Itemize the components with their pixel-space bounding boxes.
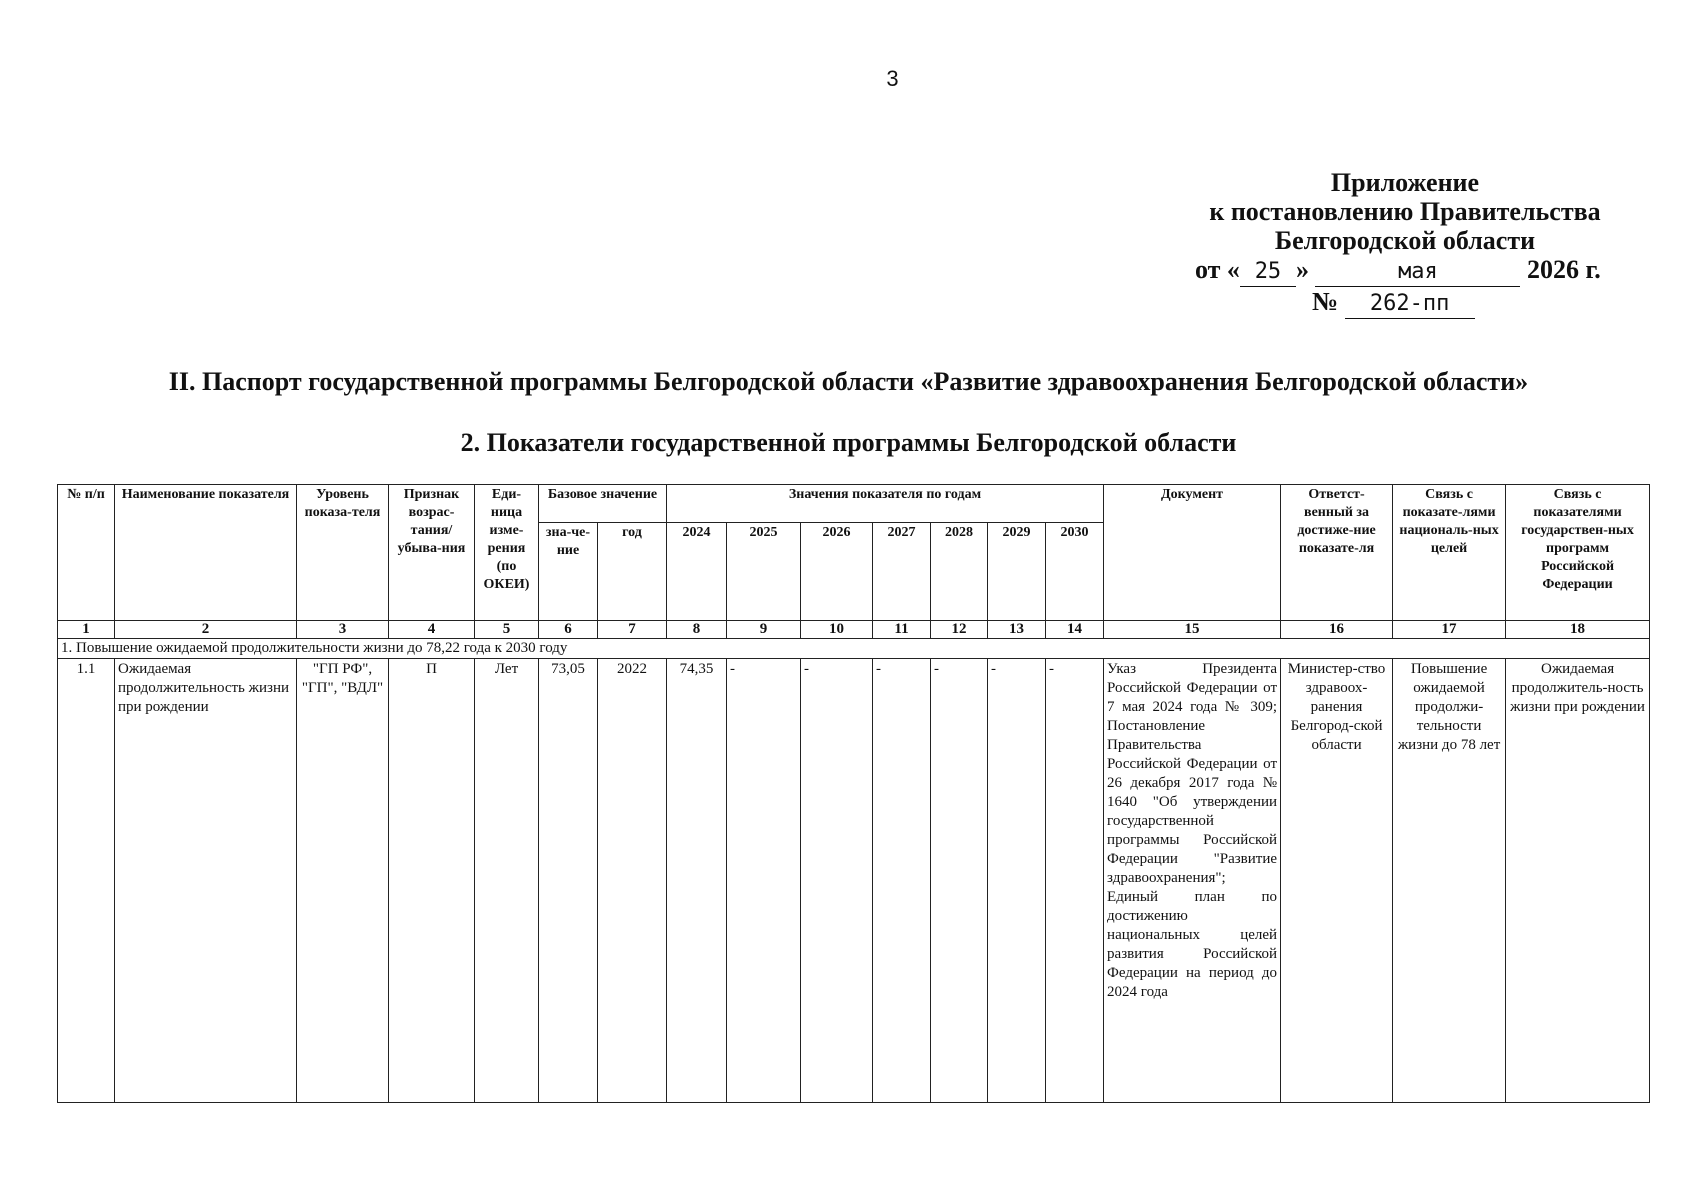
column-number: 14 [1046, 621, 1104, 639]
row-level: "ГП РФ", "ГП", "ВДЛ" [297, 659, 389, 1103]
row-name: Ожидаемая продолжительность жизни при рождении [115, 659, 297, 1103]
indicators-table [57, 484, 1650, 1103]
column-number: 17 [1393, 621, 1506, 639]
header-num: № п/п [58, 485, 115, 621]
appendix-date-line [1175, 255, 1635, 287]
header-year-2028: 2028 [931, 523, 988, 621]
header-base-year: год [598, 523, 667, 621]
header-base-value: зна-че-ние [539, 523, 598, 621]
header-year-2027: 2027 [873, 523, 931, 621]
row-value-2029: - [988, 659, 1046, 1103]
row-num: 1.1 [58, 659, 115, 1103]
header-document: Документ [1104, 485, 1281, 621]
date-mid: » [1295, 255, 1309, 284]
indicators-title: 2. Показатели государственной программы Белгородской области [460, 428, 1237, 457]
column-number: 10 [801, 621, 873, 639]
column-number: 7 [598, 621, 667, 639]
column-number: 5 [475, 621, 539, 639]
row-value-2026: - [801, 659, 873, 1103]
header-base: Базовое значение [539, 485, 667, 523]
header-responsible: Ответст-венный за достиже-ние показате-ля [1281, 485, 1393, 621]
column-number: 16 [1281, 621, 1393, 639]
row-value-2028: - [931, 659, 988, 1103]
row-value-2024: 74,35 [667, 659, 727, 1103]
header-sign: Признак возрас-тания/ убыва-ния [389, 485, 475, 621]
date-year: 2026 г. [1526, 255, 1601, 284]
column-number: 15 [1104, 621, 1281, 639]
section-title: 1. Повышение ожидаемой продолжительности жизни до 78,22 года к 2030 году [58, 639, 1650, 659]
row-unit: Лет [475, 659, 539, 1103]
date-month: мая [1315, 257, 1520, 287]
column-number: 12 [931, 621, 988, 639]
header-values-by-year: Значения показателя по годам [667, 485, 1104, 523]
column-number: 18 [1506, 621, 1650, 639]
header-year-2029: 2029 [988, 523, 1046, 621]
row-sign: П [389, 659, 475, 1103]
appendix-block [1175, 168, 1635, 319]
row-link-state: Ожидаемая продолжитель-ность жизни при рождении [1506, 659, 1650, 1103]
row-document: Указ Президента Российской Федерации от 7 мая 2024 года № 309; Постановление Правительства Российской Федерации от 26 декабря 2017 года № 1640 "Об утверждении государственной программы Российской Федерации "Развитие здравоохранения"; Единый план по достижению национальных целей развития Российской Федерации на период до 2024 года [1104, 659, 1281, 1103]
header-year-2026: 2026 [801, 523, 873, 621]
document-number: 262-пп [1345, 289, 1475, 319]
appendix-title: Приложение [1330, 168, 1480, 197]
appendix-line-region: Белгородской области [1274, 226, 1536, 255]
passport-title: II. Паспорт государственной программы Белгородской области «Развитие здравоохранения Белгородской области» [168, 367, 1529, 396]
header-year-2030: 2030 [1046, 523, 1104, 621]
header-link-state: Связь с показателями государствен-ных программ Российской Федерации [1506, 485, 1650, 621]
header-link-national: Связь с показате-лями националь-ных целей [1393, 485, 1506, 621]
table-row [58, 659, 1650, 1103]
row-responsible: Министер-ство здравоох-ранения Белгород-ской области [1281, 659, 1393, 1103]
column-number: 4 [389, 621, 475, 639]
appendix-line-resolution: к постановлению Правительства [1209, 197, 1601, 226]
column-number: 6 [539, 621, 598, 639]
row-value-2025: - [727, 659, 801, 1103]
header-row-1 [58, 485, 1650, 523]
header-name: Наименование показателя [115, 485, 297, 621]
column-number: 13 [988, 621, 1046, 639]
header-year-2025: 2025 [727, 523, 801, 621]
row-link-national: Повышение ожидаемой продолжи-тельности жизни до 78 лет [1393, 659, 1506, 1103]
header-year-2024: 2024 [667, 523, 727, 621]
row-value-2030: - [1046, 659, 1104, 1103]
column-number: 8 [667, 621, 727, 639]
column-number: 9 [727, 621, 801, 639]
column-number: 1 [58, 621, 115, 639]
page-number: 3 [886, 66, 899, 91]
row-value-2027: - [873, 659, 931, 1103]
date-day: 25 [1240, 257, 1296, 287]
appendix-number-line [1175, 287, 1635, 319]
header-level: Уровень показа-теля [297, 485, 389, 621]
column-number: 3 [297, 621, 389, 639]
row-base-year: 2022 [598, 659, 667, 1103]
date-prefix: от « [1195, 255, 1240, 284]
section-row [58, 639, 1650, 659]
header-unit: Еди-ница изме-рения (по ОКЕИ) [475, 485, 539, 621]
column-number: 2 [115, 621, 297, 639]
number-prefix: № [1312, 287, 1339, 316]
column-number: 11 [873, 621, 931, 639]
column-number-row [58, 621, 1650, 639]
row-base-value: 73,05 [539, 659, 598, 1103]
